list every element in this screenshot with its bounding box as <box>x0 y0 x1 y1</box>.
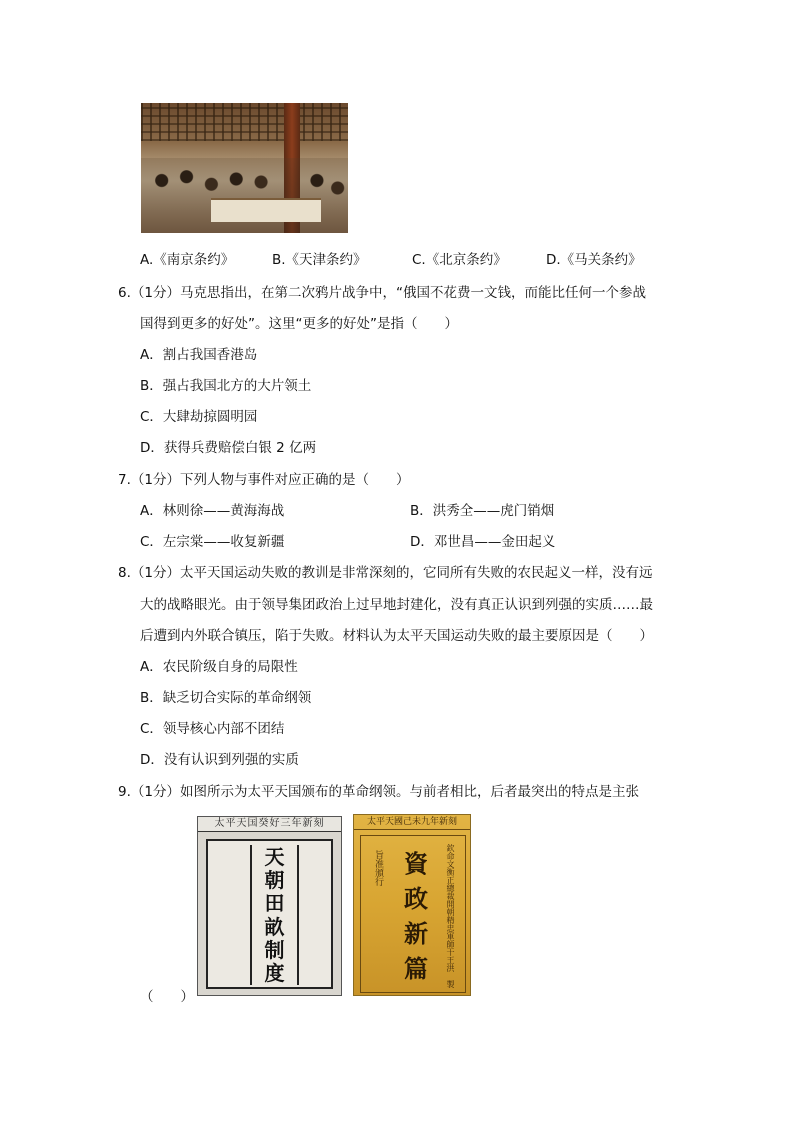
pamphlet-1-header: 太平天国癸好三年新刻 <box>198 817 341 832</box>
pamphlet-2-char: 政 <box>404 883 428 913</box>
pamphlet-2-side-right: 欽命文衡正總裁開朝精忠軍師干王洪 製 <box>446 844 455 988</box>
pamphlet-1-title <box>250 845 299 985</box>
q8-option-d[interactable]: D．没有认识到列强的实质 <box>140 752 299 768</box>
q7-option-d[interactable]: D．邓世昌——金田起义 <box>410 534 556 550</box>
q7-stem: 7.（1分）下列人物与事件对应正确的是（ ） <box>118 472 410 488</box>
q9-stem: 9.（1分）如图所示为太平天国颁布的革命纲领。与前者相比，后者最突出的特点是主张 <box>118 784 639 800</box>
q7-option-c[interactable]: C．左宗棠——收复新疆 <box>140 534 285 550</box>
q8-option-c[interactable]: C．领导核心内部不团结 <box>140 721 285 737</box>
q9-answer-blank[interactable]: （ ） <box>140 989 194 1005</box>
pamphlet-1-char: 朝 <box>264 867 285 892</box>
q5-option-a[interactable]: A.《南京条约》 <box>140 252 235 268</box>
treaty-signing-image <box>141 103 348 233</box>
q8-stem-line-1: 8.（1分）太平天国运动失败的教训是非常深刻的，它同所有失败的农民起义一样，没有远 <box>118 565 653 581</box>
q6-option-d[interactable]: D．获得兵费赔偿白银 2 亿两 <box>140 440 317 456</box>
pamphlet-2-side-left: 旨准頒行 <box>373 850 383 886</box>
pamphlet-1-char: 畝 <box>264 914 285 939</box>
q6-option-c[interactable]: C．大肆劫掠圆明园 <box>140 409 258 425</box>
q7-option-b[interactable]: B．洪秀全——虎门销烟 <box>410 503 555 519</box>
lattice-ceiling <box>141 103 348 141</box>
pamphlet-2-header: 太平天國己未九年新刻 <box>354 815 470 830</box>
pamphlet-2-char: 篇 <box>404 953 428 983</box>
pamphlet-1-char: 制 <box>264 937 285 962</box>
q8-stem-line-3: 后遭到内外联合镇压，陷于失败。材料认为太平天国运动失败的最主要原因是（ ） <box>140 628 653 644</box>
q5-option-d[interactable]: D.《马关条约》 <box>546 252 642 268</box>
q6-option-b[interactable]: B．强占我国北方的大片领土 <box>140 378 312 394</box>
signing-table <box>211 198 321 222</box>
pamphlet-1-char: 天 <box>264 844 285 869</box>
pamphlet-1-frame <box>206 839 333 989</box>
q6-stem-line-1: 6.（1分）马克思指出，在第二次鸦片战争中，“俄国不花费一文钱，而能比任何一个参战 <box>118 285 646 301</box>
q8-stem-line-2: 大的战略眼光。由于领导集团政治上过早地封建化，没有真正认识到列强的实质……最 <box>140 597 653 613</box>
zizheng-xinpian-pamphlet <box>353 814 471 996</box>
q8-option-a[interactable]: A．农民阶级自身的局限性 <box>140 659 298 675</box>
pamphlet-1-char: 田 <box>264 891 285 916</box>
q8-option-b[interactable]: B．缺乏切合实际的革命纲领 <box>140 690 312 706</box>
q6-stem-line-2: 国得到更多的好处”。这里“更多的好处”是指（ ） <box>140 316 458 332</box>
pamphlet-2-title <box>397 846 435 986</box>
tianchao-tianmu-zhidu-pamphlet <box>197 816 342 996</box>
pamphlet-2-char: 新 <box>404 918 428 948</box>
q7-option-a[interactable]: A．林则徐——黄海海战 <box>140 503 285 519</box>
pamphlet-1-char: 度 <box>264 961 285 986</box>
q6-option-a[interactable]: A．割占我国香港岛 <box>140 347 258 363</box>
pamphlet-2-char: 資 <box>404 848 428 878</box>
pamphlet-2-frame <box>360 835 466 993</box>
q5-option-b[interactable]: B.《天津条约》 <box>272 252 367 268</box>
q5-option-c[interactable]: C.《北京条约》 <box>412 252 507 268</box>
